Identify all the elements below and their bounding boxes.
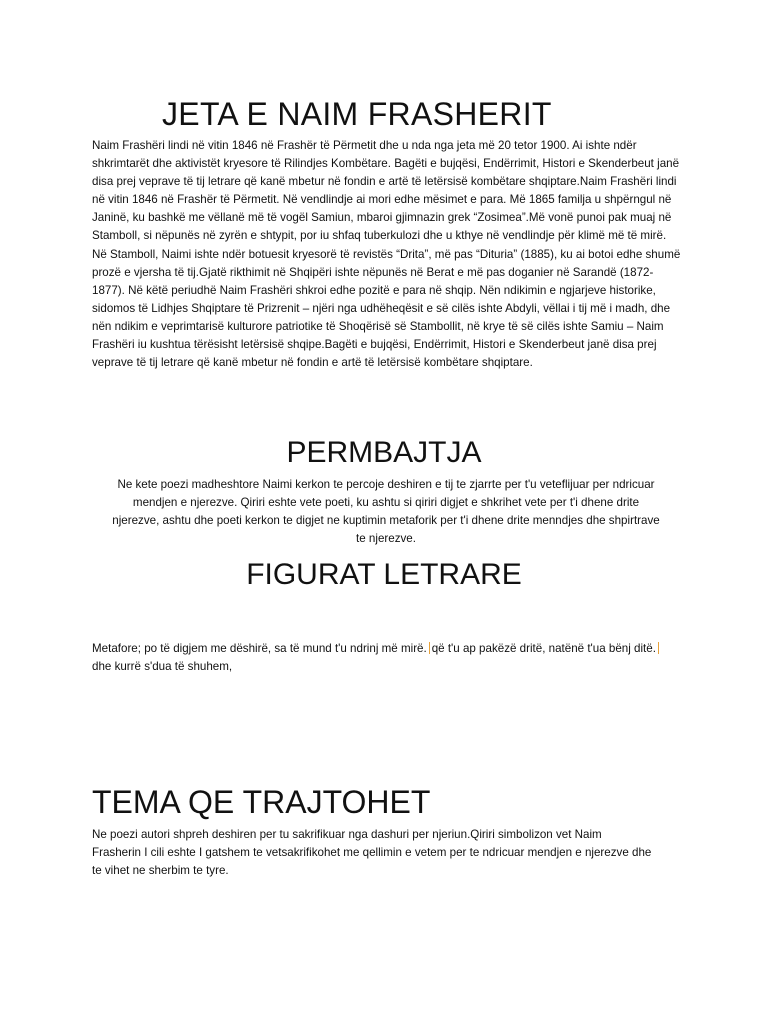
comment-marker (658, 642, 659, 654)
section-title-content: PERMBAJTJA (286, 436, 482, 469)
figures-text-part1: Metafore; po të digjem me dëshirë, sa të mund t'u ndrinj më mirë. (92, 642, 427, 655)
section-title-literary-figures: FIGURAT LETRARE (246, 558, 522, 591)
figures-text-part2: që t'u ap pakëzë dritë, natënë t'ua bënj ditë. (431, 642, 656, 655)
biography-paragraph: Naim Frashëri lindi në vitin 1846 në Frashër të Përmetit dhe u nda nga jeta më 20 tetor 1900. Ai ishte ndër shkrimtarët dhe aktivistët kryesore të Rilindjes Kombëtare. Bagëti e bujqësi, Endërrimit, Histori e Skenderbeut janë disa prej veprave të tij letrare që kanë mbetur në fondin e artë të letërsisë kombëtare shqiptare.Naim Frashëri lindi në vitin 1846 në Frashër të Përmetit. Në vendlindje ai mori edhe mësimet e para. Më 1865 familja u shpërngul në Janinë, ku bashkë me vëllanë më të vogël Samiun, mbaroi gjimnazin grek “Zosimea”.Më vonë punoi pak muaj në Stamboll, si nëpunës në zyrën e shtypit, por iu shfaq tuberkulozi dhe u kthye në vendlindje për klimë më të mirë. Në Stamboll, Naimi ishte ndër botuesit kryesorë të revistës “Drita”, më pas “Dituria” (1885), ku ai botoi edhe shumë prozë e vjersha të tij.Gjatë rikthimit në Shqipëri ishte nëpunës në Berat e më pas doganier në Sarandë (1872-1877). Në këtë periudhë Naim Frashëri shkroi edhe pozitë e para në shqip. Nën ndikimin e ngjarjeve historike, sidomos të Lidhjes Shqiptare të Prizrenit – njëri nga udhëheqësit e së cilës ishte Abdyli, vëllai i tij më i madh, dhe nën ndikim e veprimtarisë kulturore patriotike të Shoqërisë së Stambollit, në krye të së cilës ishte Samiu – Naim Frashëri iu kushtua tërësisht letërsisë shqipe.Bagëti e bujqësi, Endërrimit, Histori e Skenderbeut janë disa prej veprave të tij letrare që kanë mbetur në fondin e artë të letërsisë kombëtare shqiptare. (92, 139, 681, 370)
section-title-life: JETA E NAIM FRASHERIT (162, 96, 552, 132)
comment-marker (429, 642, 430, 654)
theme-paragraph: Ne poezi autori shpreh deshiren per tu sakrifikuar nga dashuri per njeriun.Qiriri simbolizon vet Naim Frasherin I cili eshte I gatshem te vetsakrifikohet me qellimin e vetem per te ndricuar mendjen e njerezve dhe te vihet ne sherbim te tyre. (92, 828, 652, 878)
section-title-theme: TEMA QE TRAJTOHET (92, 784, 431, 820)
content-paragraph: Ne kete poezi madheshtore Naimi kerkon te percoje deshiren e tij te zjarrte per t'u veteflijuar per ndricuar mendjen e njerezve. Qiriri eshte vete poeti, ku ashtu si qiriri digjet e shkrihet vete per t'i dhene drite njerezve, ashtu dhe poeti kerkon te digjet ne kuptimin metaforik per t'i dhene drite menndjes dhe shpirtrave te njerezve. (112, 478, 660, 546)
figures-text-part3: dhe kurrë s'dua të shuhem, (92, 660, 233, 674)
figures-paragraph (92, 640, 672, 676)
